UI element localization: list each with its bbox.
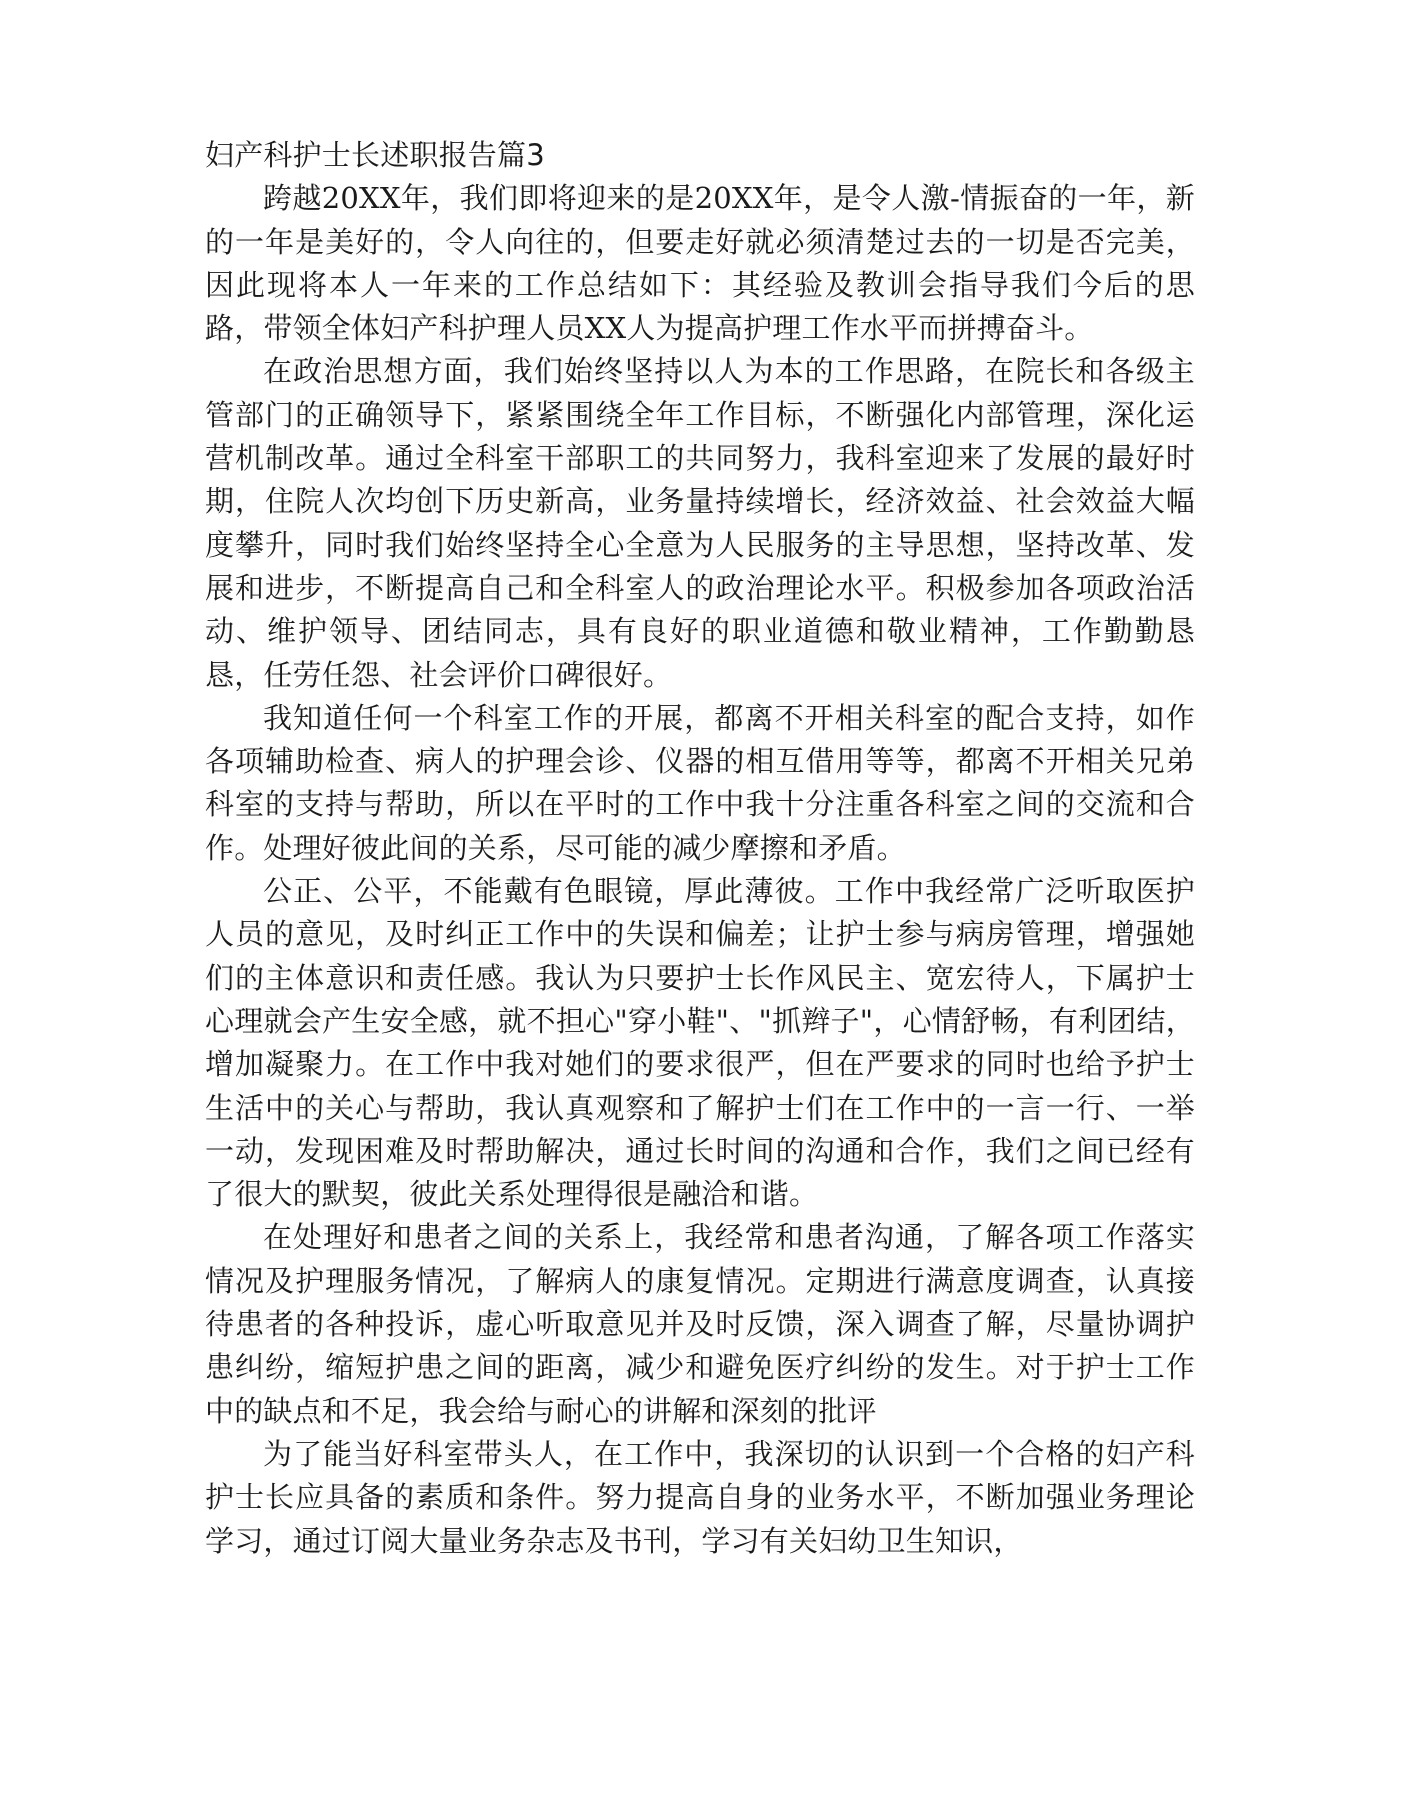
- document-title: 妇产科护士长述职报告篇3: [205, 138, 545, 172]
- paragraph-1: 跨越20XX年，我们即将迎来的是20XX年，是令人激-情振奋的一年，新的一年是美好的，令人向往的，但要走好就必须清楚过去的一切是否完美，因此现将本人一年来的工作总结如下：其经验及教训会指导我们今后的思路，带领全体妇产科护理人员XX人为提高护理工作水平而拼搏奋斗。: [205, 181, 1195, 346]
- paragraph-4: 公正、公平，不能戴有色眼镜，厚此薄彼。工作中我经常广泛听取医护人员的意见，及时纠正工作中的失误和偏差；让护士参与病房管理，增强她们的主体意识和责任感。我认为只要护士长作风民主、宽宏待人，下属护士心理就会产生安全感，就不担心"穿小鞋"、"抓辫子"，心情舒畅，有利团结，增加凝聚力。在工作中我对她们的要求很严，但在严要求的同时也给予护士生活中的关心与帮助，我认真观察和了解护士们在工作中的一言一行、一举一动，发现困难及时帮助解决，通过长时间的沟通和合作，我们之间已经有了很大的默契，彼此关系处理得很是融洽和谐。: [205, 874, 1195, 1212]
- document-body: [205, 134, 1195, 1563]
- paragraph-3: 我知道任何一个科室工作的开展，都离不开相关科室的配合支持，如作各项辅助检查、病人的护理会诊、仪器的相互借用等等，都离不开相关兄弟科室的支持与帮助，所以在平时的工作中我十分注重各科室之间的交流和合作。处理好彼此间的关系，尽可能的减少摩擦和矛盾。: [205, 700, 1195, 865]
- paragraph-6: 为了能当好科室带头人，在工作中，我深切的认识到一个合格的妇产科护士长应具备的素质和条件。努力提高自身的业务水平，不断加强业务理论学习，通过订阅大量业务杂志及书刊，学习有关妇幼卫生知识，: [205, 1436, 1195, 1558]
- paragraph-5: 在处理好和患者之间的关系上，我经常和患者沟通，了解各项工作落实情况及护理服务情况，了解病人的康复情况。定期进行满意度调查，认真接待患者的各种投诉，虚心听取意见并及时反馈，深入调查了解，尽量协调护患纠纷，缩短护患之间的距离，减少和避免医疗纠纷的发生。对于护士工作中的缺点和不足，我会给与耐心的讲解和深刻的批评: [205, 1220, 1195, 1428]
- paragraph-2: 在政治思想方面，我们始终坚持以人为本的工作思路，在院长和各级主管部门的正确领导下，紧紧围绕全年工作目标，不断强化内部管理，深化运营机制改革。通过全科室干部职工的共同努力，我科室迎来了发展的最好时期，住院人次均创下历史新高，业务量持续增长，经济效益、社会效益大幅度攀升，同时我们始终坚持全心全意为人民服务的主导思想，坚持改革、发展和进步，不断提高自己和全科室人的政治理论水平。积极参加各项政治活动、维护领导、团结同志，具有良好的职业道德和敬业精神，工作勤勤恳恳，任劳任怨、社会评价口碑很好。: [205, 354, 1195, 692]
